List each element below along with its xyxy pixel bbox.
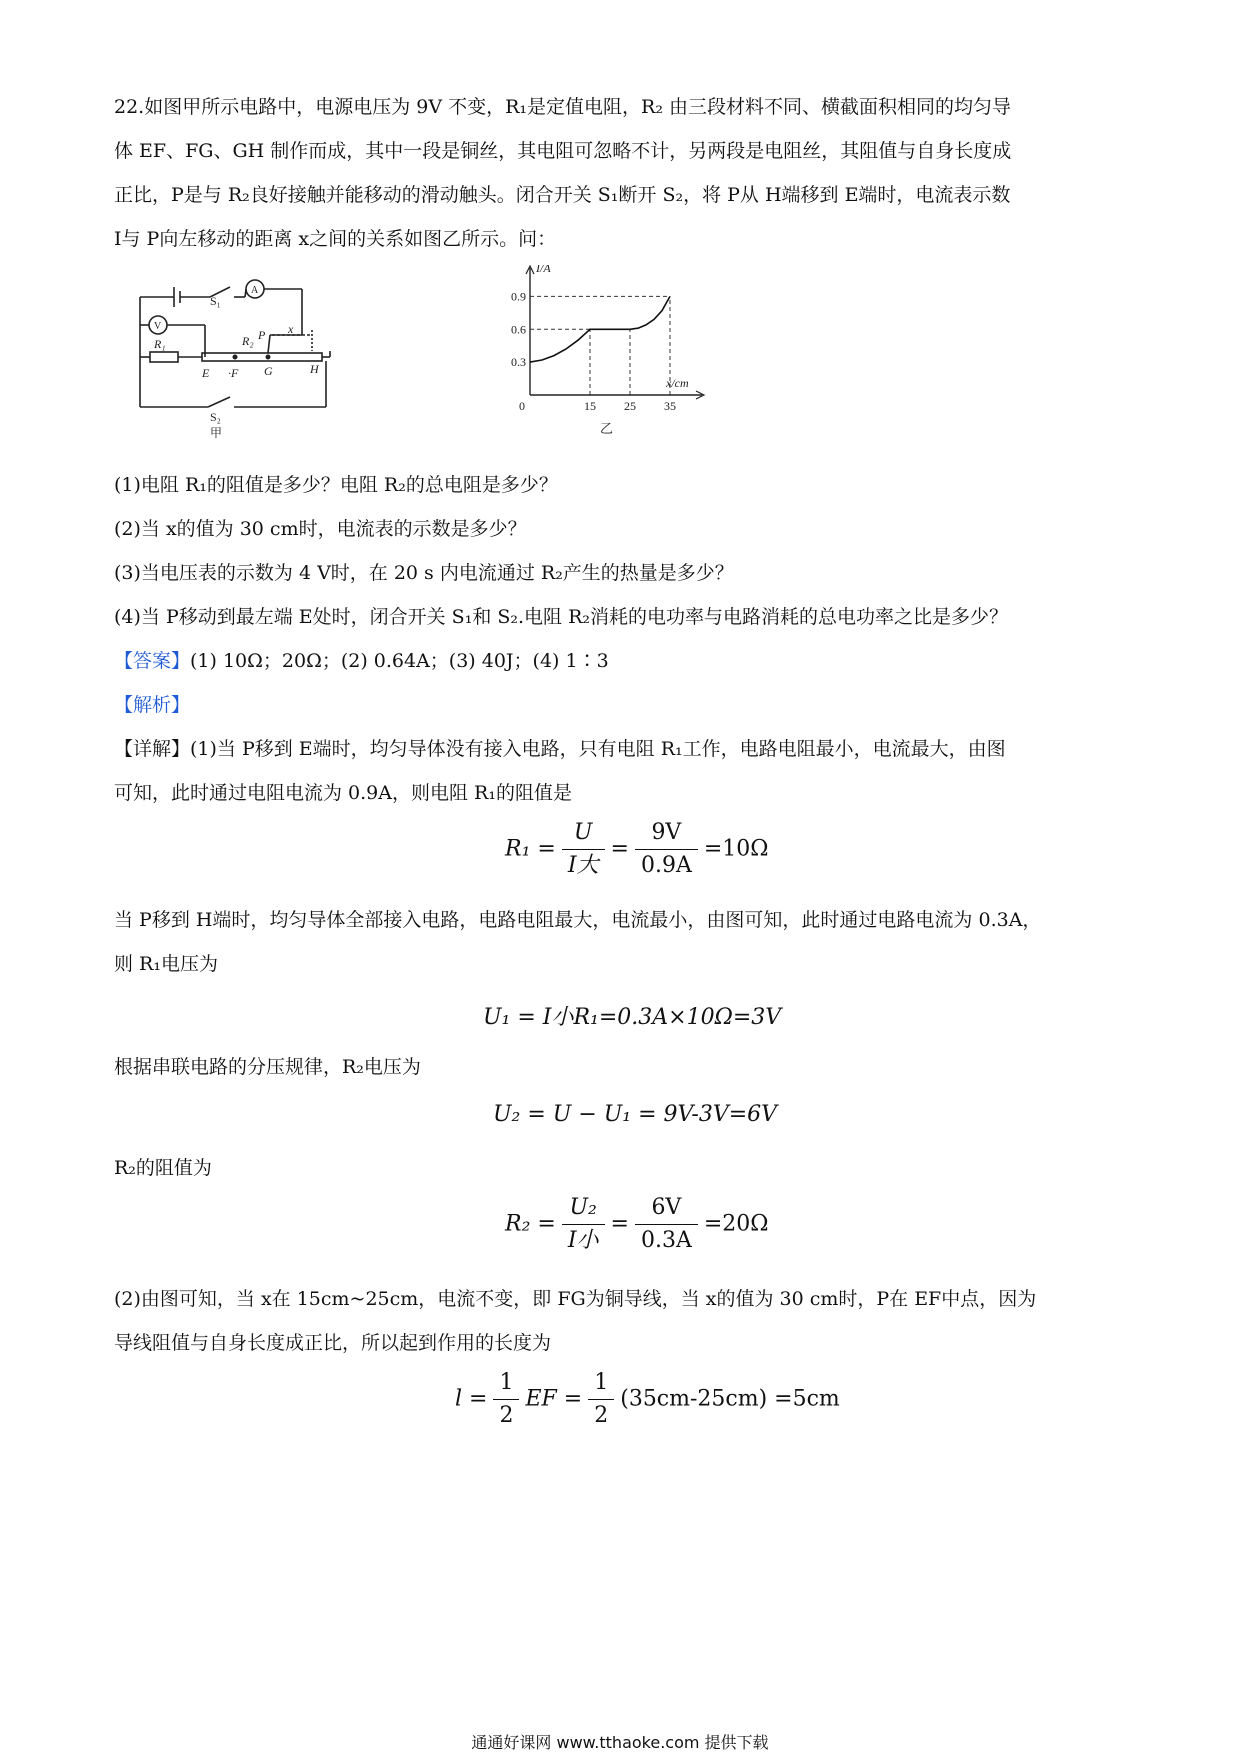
question-line-2: 体 EF、FG、GH 制作而成，其中一段是铜丝，其电阻可忽略不计，另两段是电阻丝，其阻值与自身长度成 [114,140,1012,162]
label-p: P [258,328,266,342]
label-g: G [264,364,273,378]
answer-text: (1) 10Ω；20Ω；(2) 0.64A；(3) 40J；(4) 1∶3 [190,650,609,672]
formula-r2-rhs: =20Ω [703,1211,769,1237]
sub-question-3: (3)当电压表的示数为 4 V时，在 20 s 内电流通过 R₂产生的热量是多少？ [114,562,734,584]
formula-length-mid: EF = [525,1386,583,1412]
frac-num: 6V [635,1195,698,1225]
label-r2: R₂ [242,334,254,348]
question-line-4: I与 P向左移动的距离 x之间的关系如图乙所示。问： [114,228,557,250]
label-jia: 甲 [210,426,223,440]
footer-source: 通通好课网 www.tthaoke.com 提供下载 [471,1733,769,1752]
frac-den: 2 [594,1403,609,1428]
sub-question-4: (4)当 P移动到最左端 E处时，闭合开关 S₁和 S₂.电阻 R₂消耗的电功率与电路消耗的总电功率之比是多少？ [114,606,1008,628]
question-line-3: 正比，P是与 R₂良好接触并能移动的滑动触头。闭合开关 S₁断开 S₂，将 P从 H端移到 E端时，电流表示数 [114,184,1011,206]
frac-num: 9V [635,820,698,850]
formula-r2-lhs: R₂ = [505,1211,556,1237]
formula-length [455,1370,840,1429]
formula-length-lhs: l = [455,1386,488,1412]
frac-den: I小 [567,1228,599,1253]
detail-p1-line1: 【详解】(1)当 P移到 E端时，均匀导体没有接入电路，只有电阻 R₁工作，电路电阻最小，电流最大，由图 [114,738,1006,760]
label-s1: S₁ [210,294,221,308]
answer-line [114,646,609,676]
x-tick-label: 15 [584,399,596,413]
label-s2: S₂ [210,410,221,424]
label-f: ·F [228,366,239,380]
formula-r2: R₂ = $\frac{\text{U₂}}{\text{I小}}$ = $\frac{6V}{0.3A}$ =20Ω [505,1195,769,1253]
label-ammeter: A [251,285,259,296]
sub-question-2: (2)当 x的值为 30 cm时，电流表的示数是多少？ [114,518,527,540]
label-e: E [202,366,210,380]
formula-r1-rhs: =10Ω [703,836,769,862]
formula-length-rhs: (35cm-25cm) =5cm [620,1386,840,1412]
detail-p4: R₂的阻值为 [114,1157,212,1179]
detail-p5-line2: 导线阻值与自身长度成正比，所以起到作用的长度为 [114,1332,552,1354]
x-axis-label: x/cm [666,376,689,390]
label-voltmeter: V [154,321,162,332]
frac-num: 1 [588,1370,614,1400]
answer-tag: 【答案】 [114,650,191,672]
label-h: H [310,362,319,376]
question-line-1: 22.如图甲所示电路中，电源电压为 9V 不变，R₁是定值电阻，R₂ 由三段材料不同、横截面积相同的均匀导 [114,96,1011,118]
frac-den: 2 [499,1403,514,1428]
frac-den: 0.9A [640,853,692,878]
formula-r1-lhs: R₁ = [505,836,556,862]
y-tick-label: 0.3 [511,355,526,370]
y-tick-label: 0.6 [511,322,526,337]
chart-caption: 乙 [600,421,614,436]
formula-u2: U₂ = U − U₁ = 9V-3V=6V [493,1102,778,1127]
x-tick-label: 0 [519,399,525,413]
label-r1: R₁ [154,337,166,351]
formula-r1: R₁ = $\frac{U}{\text{I大}}$ = $\frac{9V}{0.9A}$ =10Ω [505,820,769,878]
circuit-diagram [130,275,390,490]
detail-p3: 根据串联电路的分压规律，R₂电压为 [114,1056,421,1078]
label-x: x [288,322,294,336]
frac-den: 0.3A [640,1228,692,1253]
x-tick-label: 25 [624,399,636,413]
sub-question-1: (1)电阻 R₁的阻值是多少？电阻 R₂的总电阻是多少？ [114,474,558,496]
frac-den: I大 [567,853,599,878]
analysis-tag: 【解析】 [114,694,191,716]
formula-u1: U₁ = I小R₁=0.3A×10Ω=3V [483,1005,782,1030]
detail-p5-line1: (2)由图可知，当 x在 15cm~25cm，电流不变，即 FG为铜导线，当 x的值为 30 cm时，P在 EF中点，因为 [114,1288,1037,1310]
frac-num: U₂ [562,1195,605,1225]
current-distance-chart [490,265,720,470]
y-tick-label: 0.9 [511,289,526,304]
frac-num: 1 [493,1370,519,1400]
y-axis-label: I/A [536,265,551,275]
x-tick-label: 35 [664,399,676,413]
detail-p1-line2: 可知，此时通过电阻电流为 0.9A，则电阻 R₁的阻值是 [114,782,572,804]
detail-p2-line1: 当 P移到 H端时，均匀导体全部接入电路，电路电阻最大，电流最小，由图可知，此时通过电路电流为 0.3A， [114,909,1042,931]
detail-p2-line2: 则 R₁电压为 [114,953,218,975]
frac-num: U [562,820,605,850]
